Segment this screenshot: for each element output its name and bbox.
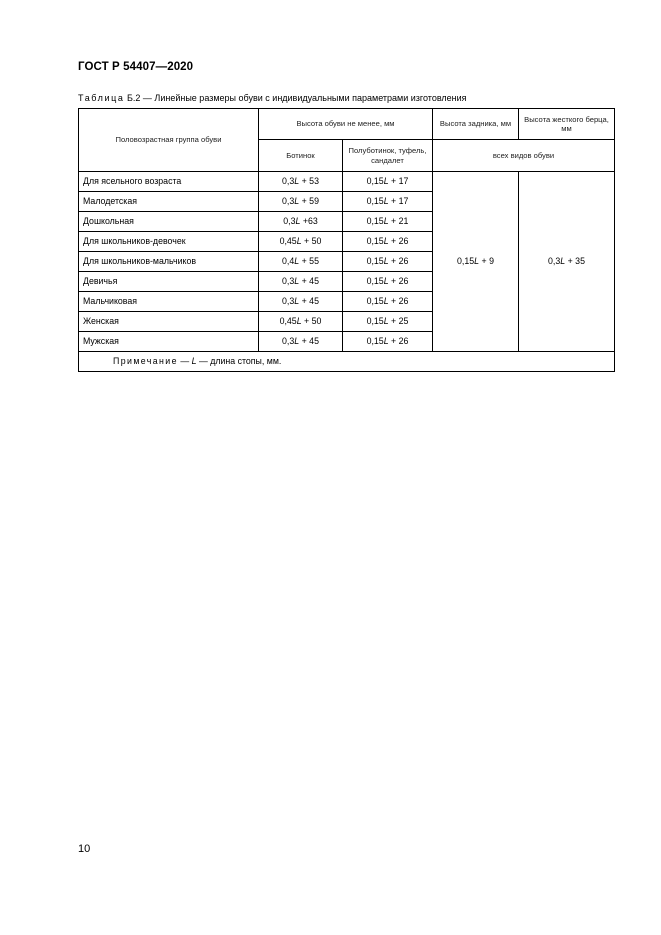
header-rigid-height: Высота жесткого берца, мм	[519, 109, 615, 140]
table-row	[79, 172, 615, 192]
table-caption	[78, 93, 467, 103]
formula-coef: 0,4	[282, 256, 295, 266]
formula-add: + 45	[299, 276, 319, 286]
row-low-shoes-height	[343, 212, 433, 232]
formula-var: L	[383, 176, 389, 186]
formula-coef: 0,15	[366, 196, 384, 206]
formula-var: L	[294, 296, 300, 306]
formula-add: + 21	[388, 216, 409, 226]
formula-add: + 9	[479, 256, 494, 266]
row-group: Женская	[79, 312, 259, 332]
formula-var: L	[294, 276, 300, 286]
formula-var: L	[295, 216, 301, 226]
formula-add: + 53	[299, 176, 319, 186]
formula-var: L	[383, 236, 389, 246]
formula-add: + 55	[299, 256, 319, 266]
row-boots-height	[259, 192, 343, 212]
formula-add: + 26	[388, 276, 409, 286]
note-dash: —	[177, 356, 192, 366]
header-boots: Ботинок	[259, 140, 343, 172]
table-body	[79, 172, 615, 352]
note-row	[79, 352, 615, 372]
formula-var: L	[560, 256, 566, 266]
page-number: 10	[78, 843, 91, 855]
row-group: Мальчиковая	[79, 292, 259, 312]
formula-add: + 45	[299, 296, 319, 306]
formula-add: + 59	[299, 196, 319, 206]
formula-coef: 0,3	[282, 196, 295, 206]
formula-add: +63	[300, 216, 318, 226]
formula-var: L	[294, 196, 300, 206]
formula-coef: 0,45	[279, 316, 297, 326]
formula-coef: 0,3	[282, 296, 295, 306]
formula-add: + 17	[388, 196, 409, 206]
formula-coef: 0,3	[282, 336, 295, 346]
formula-coef: 0,3	[282, 176, 295, 186]
formula-add: + 26	[388, 236, 409, 246]
formula-coef: 0,3	[283, 216, 296, 226]
row-group: Для школьников-мальчиков	[79, 252, 259, 272]
row-low-shoes-height	[343, 332, 433, 352]
row-low-shoes-height	[343, 312, 433, 332]
row-boots-height	[259, 292, 343, 312]
formula-add: + 26	[388, 336, 409, 346]
heel-height-value	[433, 172, 519, 352]
row-boots-height	[259, 332, 343, 352]
formula-coef: 0,15	[366, 336, 384, 346]
formula-add: + 17	[388, 176, 409, 186]
formula-add: + 50	[301, 316, 322, 326]
row-group: Девичья	[79, 272, 259, 292]
note-word: Примечание	[113, 356, 178, 366]
note-text: — длина стопы, мм.	[196, 356, 282, 366]
row-group: Для ясельного возраста	[79, 172, 259, 192]
formula-var: L	[294, 336, 300, 346]
row-boots-height	[259, 312, 343, 332]
formula-coef: 0,15	[366, 276, 384, 286]
formula-coef: 0,3	[548, 256, 561, 266]
formula-coef: 0,15	[366, 256, 384, 266]
header-heel-height: Высота задника, мм	[433, 109, 519, 140]
formula-var: L	[383, 276, 389, 286]
row-low-shoes-height	[343, 272, 433, 292]
header-group: Половозрастная группа обуви	[79, 109, 259, 172]
row-boots-height	[259, 272, 343, 292]
header-low-shoes: Полуботинок, туфель, сандалет	[343, 140, 433, 172]
row-boots-height	[259, 172, 343, 192]
formula-coef: 0,15	[366, 176, 384, 186]
formula-var: L	[383, 196, 389, 206]
formula-var: L	[383, 336, 389, 346]
note-var: L	[191, 356, 197, 366]
row-group: Дошкольная	[79, 212, 259, 232]
row-low-shoes-height	[343, 192, 433, 212]
row-low-shoes-height	[343, 172, 433, 192]
header-height-min: Высота обуви не менее, мм	[259, 109, 433, 140]
header-all-types: всех видов обуви	[433, 140, 615, 172]
formula-coef: 0,15	[366, 296, 384, 306]
formula-var: L	[296, 316, 302, 326]
row-boots-height	[259, 212, 343, 232]
formula-coef: 0,15	[457, 256, 475, 266]
formula-add: + 35	[565, 256, 585, 266]
row-boots-height	[259, 232, 343, 252]
row-low-shoes-height	[343, 292, 433, 312]
row-group: Для школьников-девочек	[79, 232, 259, 252]
formula-coef: 0,15	[366, 216, 384, 226]
caption-text: Б.2 — Линейные размеры обуви с индивидуальными параметрами изготовления	[127, 93, 467, 103]
formula-add: + 50	[301, 236, 322, 246]
formula-var: L	[383, 216, 389, 226]
row-low-shoes-height	[343, 232, 433, 252]
formula-coef: 0,15	[366, 236, 384, 246]
formula-var: L	[474, 256, 480, 266]
formula-add: + 26	[388, 296, 409, 306]
row-group: Малодетская	[79, 192, 259, 212]
row-low-shoes-height	[343, 252, 433, 272]
formula-coef: 0,15	[366, 316, 384, 326]
formula-var: L	[296, 236, 302, 246]
document-code: ГОСТ Р 54407—2020	[78, 61, 194, 73]
formula-add: + 25	[388, 316, 409, 326]
formula-var: L	[294, 256, 300, 266]
header-row-1	[79, 109, 615, 140]
caption-word: Таблица	[78, 93, 125, 103]
formula-coef: 0,45	[279, 236, 297, 246]
formula-var: L	[383, 316, 389, 326]
rigid-height-value	[519, 172, 615, 352]
row-group: Мужская	[79, 332, 259, 352]
formula-coef: 0,3	[282, 276, 295, 286]
formula-add: + 45	[299, 336, 319, 346]
formula-var: L	[383, 256, 389, 266]
formula-add: + 26	[388, 256, 409, 266]
table-note	[79, 352, 615, 372]
shoe-dimensions-table	[78, 108, 615, 372]
formula-var: L	[294, 176, 300, 186]
formula-var: L	[383, 296, 389, 306]
row-boots-height	[259, 252, 343, 272]
